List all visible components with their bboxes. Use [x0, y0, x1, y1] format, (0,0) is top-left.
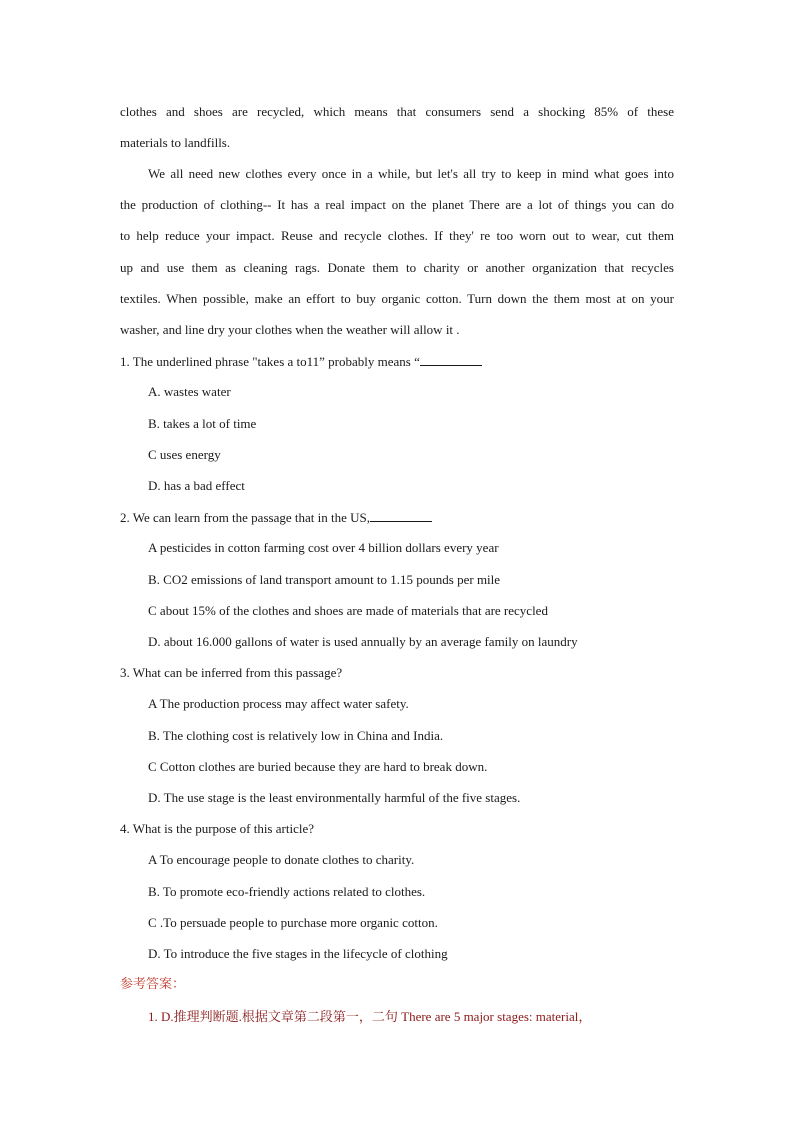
question-1-stem: [120, 353, 674, 370]
passage-line-6: up and use them as cleaning rags. Donate them to charity or another organization that recycles: [120, 260, 674, 275]
passage-line-8: washer, and line dry your clothes when the weather will allow it .: [120, 322, 460, 337]
question-stem-text: 1. The underlined phrase "takes a to11” probably means “: [120, 354, 420, 369]
question-4-option-c: C .To persuade people to purchase more organic cotton.: [148, 915, 438, 930]
question-3-option-a: A The production process may affect water safety.: [148, 696, 409, 711]
answer-blank: [370, 509, 432, 522]
passage-line-1: clothes and shoes are recycled, which means that consumers send a shocking 85% of these: [120, 104, 674, 119]
question-2-option-d: D. about 16.000 gallons of water is used annually by an average family on laundry: [148, 634, 578, 649]
question-4-option-a: A To encourage people to donate clothes to charity.: [148, 852, 415, 867]
question-2-stem: [120, 509, 674, 526]
question-4-stem: 4. What is the purpose of this article?: [120, 821, 314, 836]
answer-blank: [420, 353, 482, 366]
question-2-option-c: C about 15% of the clothes and shoes are made of materials that are recycled: [148, 603, 548, 618]
answer-key-line-1: 1. D.推理判断题.根据文章第二段第一，二句 There are 5 major stages: material，: [148, 1009, 592, 1024]
question-3-stem: 3. What can be inferred from this passage?: [120, 665, 343, 680]
question-stem-text: 2. We can learn from the passage that in the US,: [120, 510, 370, 525]
question-4-option-d: D. To introduce the five stages in the lifecycle of clothing: [148, 946, 448, 961]
passage-line-5: to help reduce your impact. Reuse and recycle clothes. If they' re too worn out to wear, cut them: [120, 228, 674, 243]
question-1-option-c: C uses energy: [148, 447, 221, 462]
question-2-option-a: A pesticides in cotton farming cost over 4 billion dollars every year: [148, 540, 499, 555]
question-3-option-c: C Cotton clothes are buried because they are hard to break down.: [148, 759, 488, 774]
question-1-option-d: D. has a bad effect: [148, 478, 245, 493]
question-3-option-d: D. The use stage is the least environmentally harmful of the five stages.: [148, 790, 521, 805]
passage-line-3: We all need new clothes every once in a while, but let's all try to keep in mind what goes into: [148, 166, 674, 181]
question-3-option-b: B. The clothing cost is relatively low in China and India.: [148, 728, 444, 743]
passage-line-4: the production of clothing-- It has a real impact on the planet There are a lot of things you can do: [120, 197, 674, 212]
passage-line-2: materials to landfills.: [120, 135, 231, 150]
passage-line-7: textiles. When possible, make an effort to buy organic cotton. Turn down the them most at on your: [120, 291, 674, 306]
question-1-option-b: B. takes a lot of time: [148, 416, 257, 431]
question-4-option-b: B. To promote eco-friendly actions related to clothes.: [148, 884, 426, 899]
question-1-option-a: A. wastes water: [148, 384, 231, 399]
question-2-option-b: B. CO2 emissions of land transport amount to 1.15 pounds per mile: [148, 572, 501, 587]
answer-key-heading: 参考答案：: [120, 977, 186, 992]
